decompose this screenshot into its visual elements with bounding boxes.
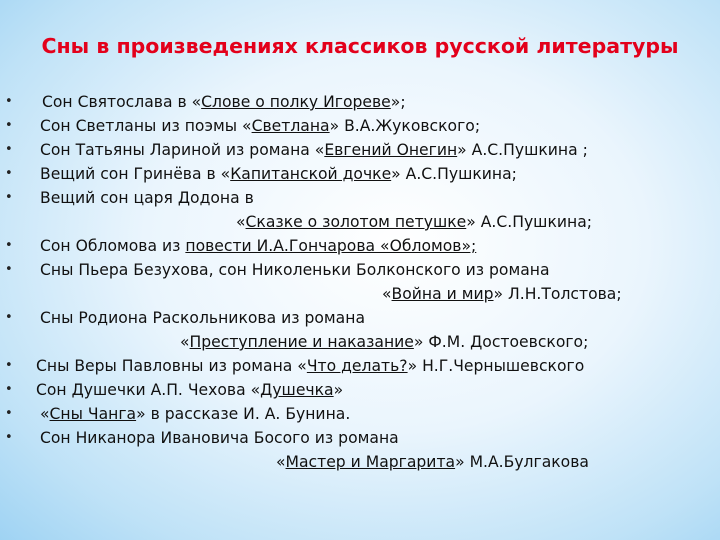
bullet-marker: • [5, 238, 13, 253]
list-item-line [236, 212, 592, 232]
work-title: Сказке о золотом петушке [245, 213, 467, 231]
item-text: » А.С.Пушкина; [466, 213, 592, 231]
bullet-marker: • [5, 190, 13, 205]
list-item-line [40, 140, 588, 160]
item-text: » В.А.Жуковского; [329, 117, 481, 135]
item-text: « [382, 285, 392, 303]
item-text: Сон Обломова из [40, 237, 186, 255]
list-item-line [36, 380, 343, 400]
item-text: « [236, 213, 246, 231]
list-item-line [36, 356, 584, 376]
item-text: « [276, 453, 286, 471]
item-text: Сны Родиона Раскольникова из романа [40, 309, 365, 327]
bullet-marker: • [5, 430, 13, 445]
bullet-marker: • [5, 382, 13, 397]
bullet-marker: • [5, 94, 13, 109]
item-text: Вещий сон Гринёва в « [40, 165, 231, 183]
list-item-line [276, 452, 589, 472]
list-item-line [180, 332, 588, 352]
item-text: » Н.Г.Чернышевского [407, 357, 585, 375]
item-text: Сон Татьяны Лариной из романа « [40, 141, 325, 159]
item-text: Сон Никанора Ивановича Босого из романа [40, 429, 399, 447]
item-text: » А.С.Пушкина; [391, 165, 517, 183]
work-title: Мастер и Маргарита [285, 453, 456, 471]
bullet-marker: • [5, 118, 13, 133]
item-text: « [180, 333, 190, 351]
list-item-line [40, 164, 517, 184]
item-text: Вещий сон царя Додона в [40, 189, 254, 207]
item-text: » А.С.Пушкина ; [457, 141, 588, 159]
list-item-line [40, 188, 254, 208]
item-text: » Л.Н.Толстова; [493, 285, 622, 303]
work-title: Слове о полку Игореве [201, 93, 391, 111]
bullet-marker: • [5, 310, 13, 325]
list-item-line [382, 284, 622, 304]
bullet-marker: • [5, 142, 13, 157]
work-title: Евгений Онегин [324, 141, 458, 159]
work-title: Война и мир [391, 285, 494, 303]
bullet-marker: • [5, 406, 13, 421]
item-text: Сны Веры Павловны из романа « [36, 357, 307, 375]
work-title: Душечка [260, 381, 334, 399]
item-text: Сны Пьера Безухова, сон Николеньки Болконского из романа [40, 261, 550, 279]
item-text: » в рассказе И. А. Бунина. [136, 405, 351, 423]
list-item-line [40, 428, 399, 448]
bullet-marker: • [5, 262, 13, 277]
list-item-line [40, 260, 550, 280]
list-item-line [42, 92, 406, 112]
item-text: Сон Душечки А.П. Чехова « [36, 381, 261, 399]
item-text: » [333, 381, 344, 399]
work-title: повести И.А.Гончарова «Обломов»; [185, 237, 477, 255]
work-title: Что делать? [306, 357, 408, 375]
bullet-marker: • [5, 358, 13, 373]
work-title: Капитанской дочке [230, 165, 392, 183]
list-item-line [40, 404, 350, 424]
slide-title: Сны в произведениях классиков русской литературы [41, 34, 679, 58]
work-title: Сны Чанга [49, 405, 137, 423]
bullet-marker: • [5, 166, 13, 181]
list-item-line [40, 308, 365, 328]
item-text: » Ф.М. Достоевского; [413, 333, 589, 351]
item-text: » М.А.Булгакова [455, 453, 589, 471]
work-title: Светлана [251, 117, 330, 135]
item-text: »; [390, 93, 406, 111]
list-item-line [40, 236, 476, 256]
list-item-line [40, 116, 480, 136]
item-text: Сон Светланы из поэмы « [40, 117, 252, 135]
item-text: Сон Святослава в « [42, 93, 202, 111]
work-title: Преступление и наказание [189, 333, 414, 351]
item-text: « [40, 405, 50, 423]
